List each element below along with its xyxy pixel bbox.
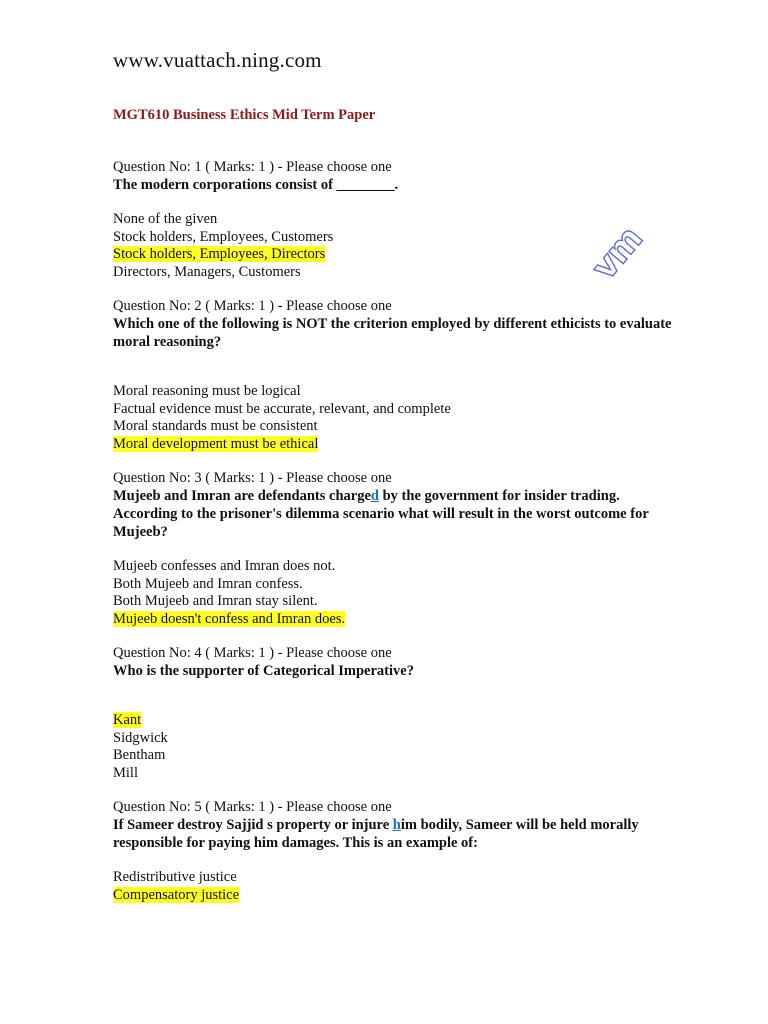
site-url: www.vuattach.ning.com [113,48,322,72]
option: Mujeeb confesses and Imran does not. [113,558,336,574]
option: Factual evidence must be accurate, relevant, and complete [113,400,451,417]
question-3 [113,469,673,628]
question-text: Which one of the following is NOT the criterion employed by different ethicists to evaluate moral reasoning? [113,316,672,350]
question-text: Who is the supporter of Categorical Imperative? [113,663,414,679]
option: Directors, Managers, Customers [113,263,301,280]
options-list [113,558,673,628]
question-header: Question No: 3 ( Marks: 1 ) - Please choose one [113,470,392,486]
question-header: Question No: 2 ( Marks: 1 ) - Please choose one [113,298,392,314]
inline-link[interactable]: d [370,488,379,504]
option: Stock holders, Employees, Customers [113,228,334,245]
option: None of the given [113,211,218,227]
option: Both Mujeeb and Imran stay silent. [113,593,318,609]
watermark-logo: vm [584,219,651,288]
question-text: Mujeeb and Imran are defendants charged by the government for insider trading. According to the prisoner's dilemma scenario what will result in the worst outcome for Mujeeb? [113,488,649,540]
inline-link[interactable]: h [392,817,401,833]
option-correct: Moral development must be ethical [113,435,319,452]
options-list [113,712,673,782]
question-2 [113,297,673,453]
document-title: MGT610 Business Ethics Mid Term Paper [113,107,376,123]
question-text: The modern corporations consist of ________. [113,177,399,193]
option-correct: Mujeeb doesn't confess and Imran does. [113,610,346,627]
option: Sidgwick [113,729,168,746]
question-header: Question No: 1 ( Marks: 1 ) - Please choose one [113,159,392,175]
question-text: If Sameer destroy Sajjid s property or injure him bodily, Sameer will be held morally responsible for paying him damages. This is an example of: [113,817,639,851]
option: Moral standards must be consistent [113,418,318,434]
option: Redistributive justice [113,869,237,885]
option: Bentham [113,747,166,763]
option-correct: Kant [113,712,142,728]
options-list [113,211,673,281]
options-list [113,383,673,453]
option: Both Mujeeb and Imran confess. [113,575,303,592]
options-list [113,869,673,904]
question-header: Question No: 5 ( Marks: 1 ) - Please choose one [113,799,392,815]
question-4 [113,644,673,782]
option: Moral reasoning must be logical [113,383,301,399]
question-header: Question No: 4 ( Marks: 1 ) - Please choose one [113,645,392,661]
option-correct: Compensatory justice [113,886,240,903]
option: Mill [113,764,138,781]
option-correct: Stock holders, Employees, Directors [113,246,326,262]
question-5 [113,798,673,904]
